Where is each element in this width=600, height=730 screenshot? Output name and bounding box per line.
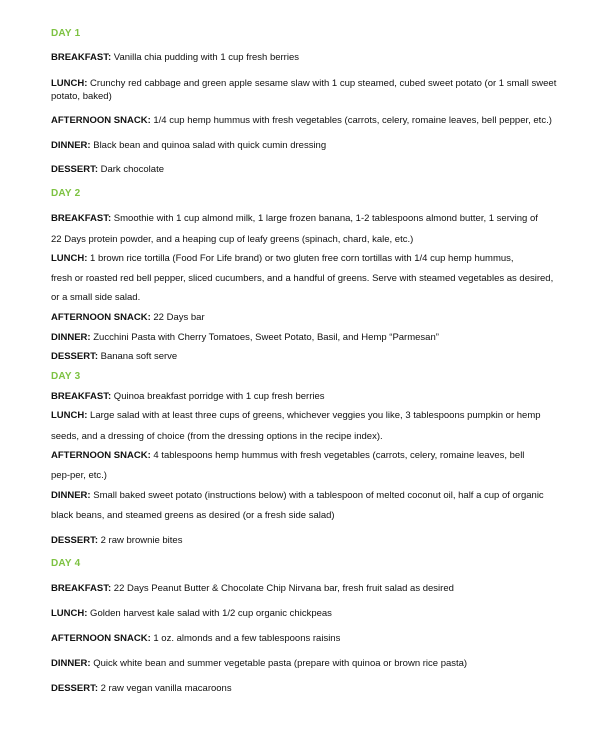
day-1-breakfast (51, 52, 560, 64)
dinner-label: DINNER: (51, 490, 91, 501)
dessert-text: Banana soft serve (97, 351, 178, 362)
day-2-lunch (51, 253, 560, 265)
day-1-lunch-cont: potato, baked) (51, 91, 112, 102)
day-3-snack (51, 450, 560, 462)
day-4-lunch (51, 608, 560, 620)
dinner-text: Zucchini Pasta with Cherry Tomatoes, Sweet Potato, Basil, and Hemp “Parmesan” (90, 332, 439, 343)
snack-label: AFTERNOON SNACK: (51, 312, 151, 323)
lunch-text: Large salad with at least three cups of greens, whichever veggies you like, 3 tablespoons pumpkin or hemp (87, 410, 541, 421)
day-1-snack (51, 115, 560, 127)
day-4-snack (51, 633, 560, 645)
breakfast-text: Quinoa breakfast porridge with 1 cup fresh berries (111, 391, 325, 402)
dessert-label: DESSERT: (51, 535, 98, 546)
dessert-text: 2 raw vegan vanilla macaroons (97, 683, 232, 694)
breakfast-text: 22 Days Peanut Butter & Chocolate Chip Nirvana bar, fresh fruit salad as desired (111, 583, 454, 594)
day-2-snack (51, 312, 560, 324)
breakfast-label: BREAKFAST: (51, 213, 112, 224)
lunch-text: Golden harvest kale salad with 1/2 cup organic chickpeas (87, 608, 332, 619)
day-2-dinner (51, 332, 560, 344)
snack-text: 1 oz. almonds and a few tablespoons raisins (150, 633, 341, 644)
day-1-lunch (51, 78, 560, 90)
lunch-label: LUNCH: (51, 78, 88, 89)
breakfast-text: Smoothie with 1 cup almond milk, 1 large frozen banana, 1-2 tablespoons almond butter, 1 serving of (111, 213, 538, 224)
lunch-label: LUNCH: (51, 608, 88, 619)
day-3-breakfast (51, 391, 560, 403)
dinner-text: Small baked sweet potato (instructions below) with a tablespoon of melted coconut oil, half a cup of organic (90, 490, 544, 501)
day-3-lunch-cont: seeds, and a dressing of choice (from the dressing options in the recipe index). (51, 431, 383, 442)
breakfast-text: Vanilla chia pudding with 1 cup fresh berries (111, 52, 299, 63)
dessert-text: Dark chocolate (97, 164, 164, 175)
lunch-label: LUNCH: (51, 253, 88, 264)
day-2-dessert (51, 351, 560, 363)
day-2-heading: DAY 2 (51, 188, 81, 199)
day-4-dinner (51, 658, 560, 670)
day-1-dessert (51, 164, 560, 176)
day-3-dinner-cont: black beans, and steamed greens as desired (or a fresh side salad) (51, 510, 335, 521)
day-2-lunch-cont2: or a small side salad. (51, 292, 141, 303)
breakfast-label: BREAKFAST: (51, 391, 112, 402)
breakfast-label: BREAKFAST: (51, 52, 112, 63)
day-1-dinner (51, 140, 560, 152)
day-3-snack-cont: pep-per, etc.) (51, 470, 107, 481)
lunch-text: Crunchy red cabbage and green apple sesame slaw with 1 cup steamed, cubed sweet potato (or 1 small sweet (87, 78, 557, 89)
day-2-lunch-cont: fresh or roasted red bell pepper, sliced cucumbers, and a handful of greens. Serve with steamed vegetables as desired, (51, 273, 554, 284)
dinner-label: DINNER: (51, 658, 91, 669)
breakfast-label: BREAKFAST: (51, 583, 112, 594)
day-3-lunch (51, 410, 560, 422)
dinner-text: Quick white bean and summer vegetable pasta (prepare with quinoa or brown rice pasta) (90, 658, 468, 669)
dessert-label: DESSERT: (51, 351, 98, 362)
day-1-heading: DAY 1 (51, 28, 81, 39)
dessert-label: DESSERT: (51, 683, 98, 694)
dinner-text: Black bean and quinoa salad with quick cumin dressing (90, 140, 327, 151)
lunch-text: 1 brown rice tortilla (Food For Life brand) or two gluten free corn tortillas with 1/4 cup hemp hummus, (87, 253, 514, 264)
dinner-label: DINNER: (51, 140, 91, 151)
dessert-label: DESSERT: (51, 164, 98, 175)
day-4-breakfast (51, 583, 560, 595)
day-2-breakfast-cont: 22 Days protein powder, and a heaping cup of leafy greens (spinach, chard, kale, etc.) (51, 234, 414, 245)
snack-text: 1/4 cup hemp hummus with fresh vegetables (carrots, celery, romaine leaves, bell pepper, etc.) (150, 115, 552, 126)
snack-label: AFTERNOON SNACK: (51, 633, 151, 644)
snack-label: AFTERNOON SNACK: (51, 115, 151, 126)
day-2-breakfast (51, 213, 560, 225)
day-3-dessert (51, 535, 560, 547)
day-4-dessert (51, 683, 560, 695)
lunch-label: LUNCH: (51, 410, 88, 421)
snack-label: AFTERNOON SNACK: (51, 450, 151, 461)
snack-text: 22 Days bar (150, 312, 205, 323)
dinner-label: DINNER: (51, 332, 91, 343)
day-3-dinner (51, 490, 560, 502)
day-3-heading: DAY 3 (51, 371, 81, 382)
dessert-text: 2 raw brownie bites (97, 535, 183, 546)
snack-text: 4 tablespoons hemp hummus with fresh vegetables (carrots, celery, romaine leaves, bell (150, 450, 525, 461)
day-4-heading: DAY 4 (51, 558, 81, 569)
